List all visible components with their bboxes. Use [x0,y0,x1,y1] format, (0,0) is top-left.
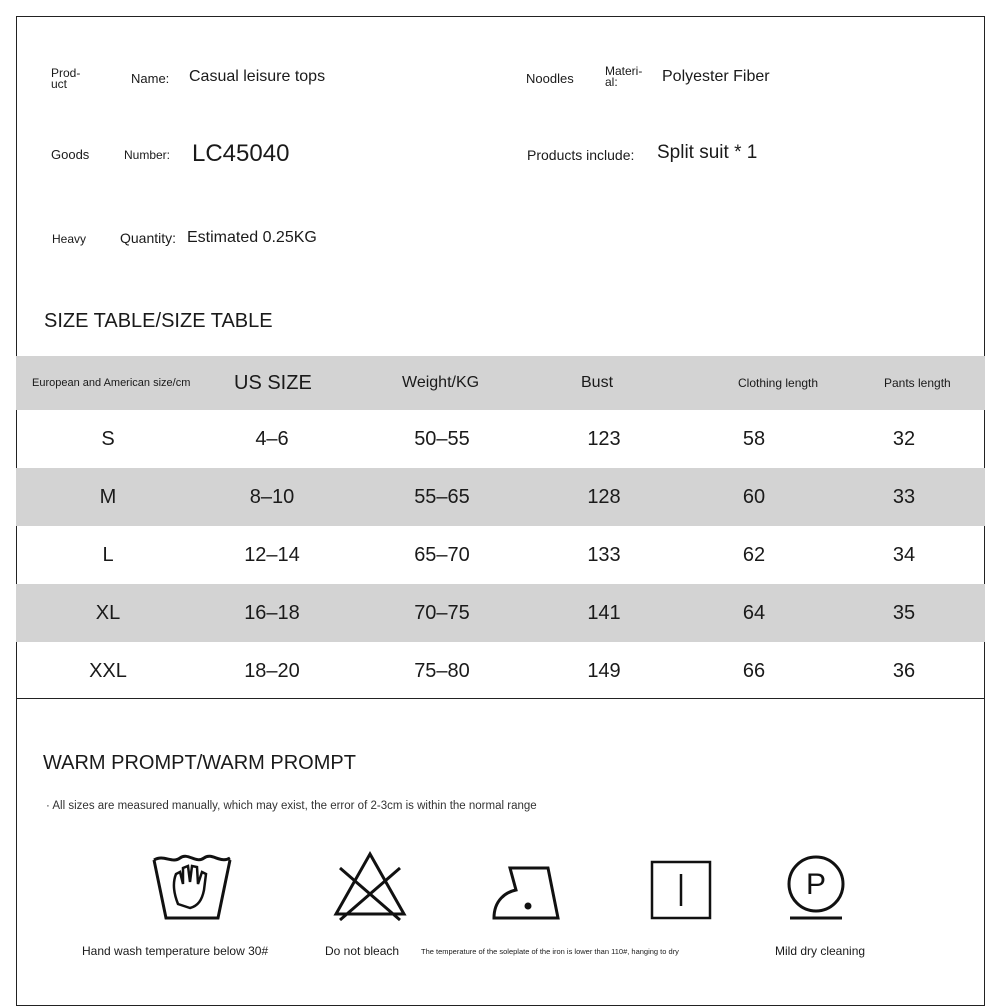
size-table [16,356,985,700]
header-pants-length: Pants length [884,376,951,390]
cell-eu-size: XL [95,601,121,624]
quantity-label: Quantity: [120,230,177,246]
cell-pants-length: 36 [892,659,916,682]
material-value: Polyester Fiber [662,68,770,85]
cell-bust: 149 [587,659,621,682]
cell-weight: 75–80 [414,659,470,682]
table-row [16,526,985,584]
cell-clothing-length: 60 [742,485,766,508]
table-row [16,410,985,468]
cell-bust: 123 [587,427,621,450]
hand-wash-icon [150,850,234,922]
table-row [16,642,985,700]
cell-pants-length: 34 [892,543,916,566]
cell-us-size: 8–10 [249,485,295,508]
number-label: Number: [124,148,171,162]
dry-clean-p-icon [784,850,848,922]
cell-us-size: 16–18 [244,601,300,624]
includes-label: Products include: [527,147,635,163]
iron-icon [490,850,564,922]
do-not-bleach-icon [332,850,408,922]
hang-dry-icon [648,850,714,922]
cell-weight: 50–55 [414,427,470,450]
measurement-note: · All sizes are measured manually, which may exist, the error of 2-3cm is within the normal range [46,800,537,812]
svg-text:P: P [805,868,827,901]
cell-eu-size: XXL [89,659,127,682]
includes-value: Split suit * 1 [657,142,758,163]
heavy-label: Heavy [52,232,87,246]
table-row [16,468,985,526]
noodles-label: Noodles [526,71,574,86]
cell-weight: 55–65 [414,485,470,508]
name-label: Name: [131,71,170,86]
name-value: Casual leisure tops [189,68,326,85]
table-row [16,584,985,642]
warm-prompt-title: WARM PROMPT/WARM PROMPT [43,752,356,774]
goods-label: Goods [51,147,90,162]
cell-clothing-length: 64 [742,601,766,624]
header-bust: Bust [581,374,614,391]
dry-clean-caption: Mild dry cleaning [775,944,866,958]
cell-bust: 133 [587,543,621,566]
hand-wash-caption: Hand wash temperature below 30# [82,944,269,958]
cell-clothing-length: 58 [742,427,766,450]
cell-clothing-length: 62 [742,543,766,566]
number-value: LC45040 [192,140,290,167]
material-label: Materi- al: [605,64,643,89]
size-table-title: SIZE TABLE/SIZE TABLE [44,310,273,332]
cell-pants-length: 33 [892,485,916,508]
cell-pants-length: 32 [892,427,916,450]
cell-us-size: 4–6 [255,427,289,450]
quantity-value: Estimated 0.25KG [187,229,317,246]
cell-clothing-length: 66 [742,659,766,682]
table-header-row [16,356,985,410]
header-clothing-length: Clothing length [738,376,819,390]
cell-weight: 65–70 [414,543,470,566]
cell-bust: 141 [587,601,621,624]
cell-eu-size: L [102,543,114,566]
cell-us-size: 12–14 [244,543,300,566]
cell-eu-size: S [101,427,115,450]
product-label: Prod- uct [51,66,81,91]
iron-caption: The temperature of the soleplate of the iron is lower than 110#, hanging to dry [421,947,679,956]
cell-pants-length: 35 [892,601,916,624]
do-not-bleach-caption: Do not bleach [325,944,400,958]
header-weight: Weight/KG [402,374,480,391]
cell-us-size: 18–20 [244,659,300,682]
header-eu-size: European and American size/cm [32,377,191,389]
header-us-size: US SIZE [234,371,312,394]
cell-weight: 70–75 [414,601,470,624]
cell-eu-size: M [99,485,117,508]
section-divider [16,698,985,699]
cell-bust: 128 [587,485,621,508]
